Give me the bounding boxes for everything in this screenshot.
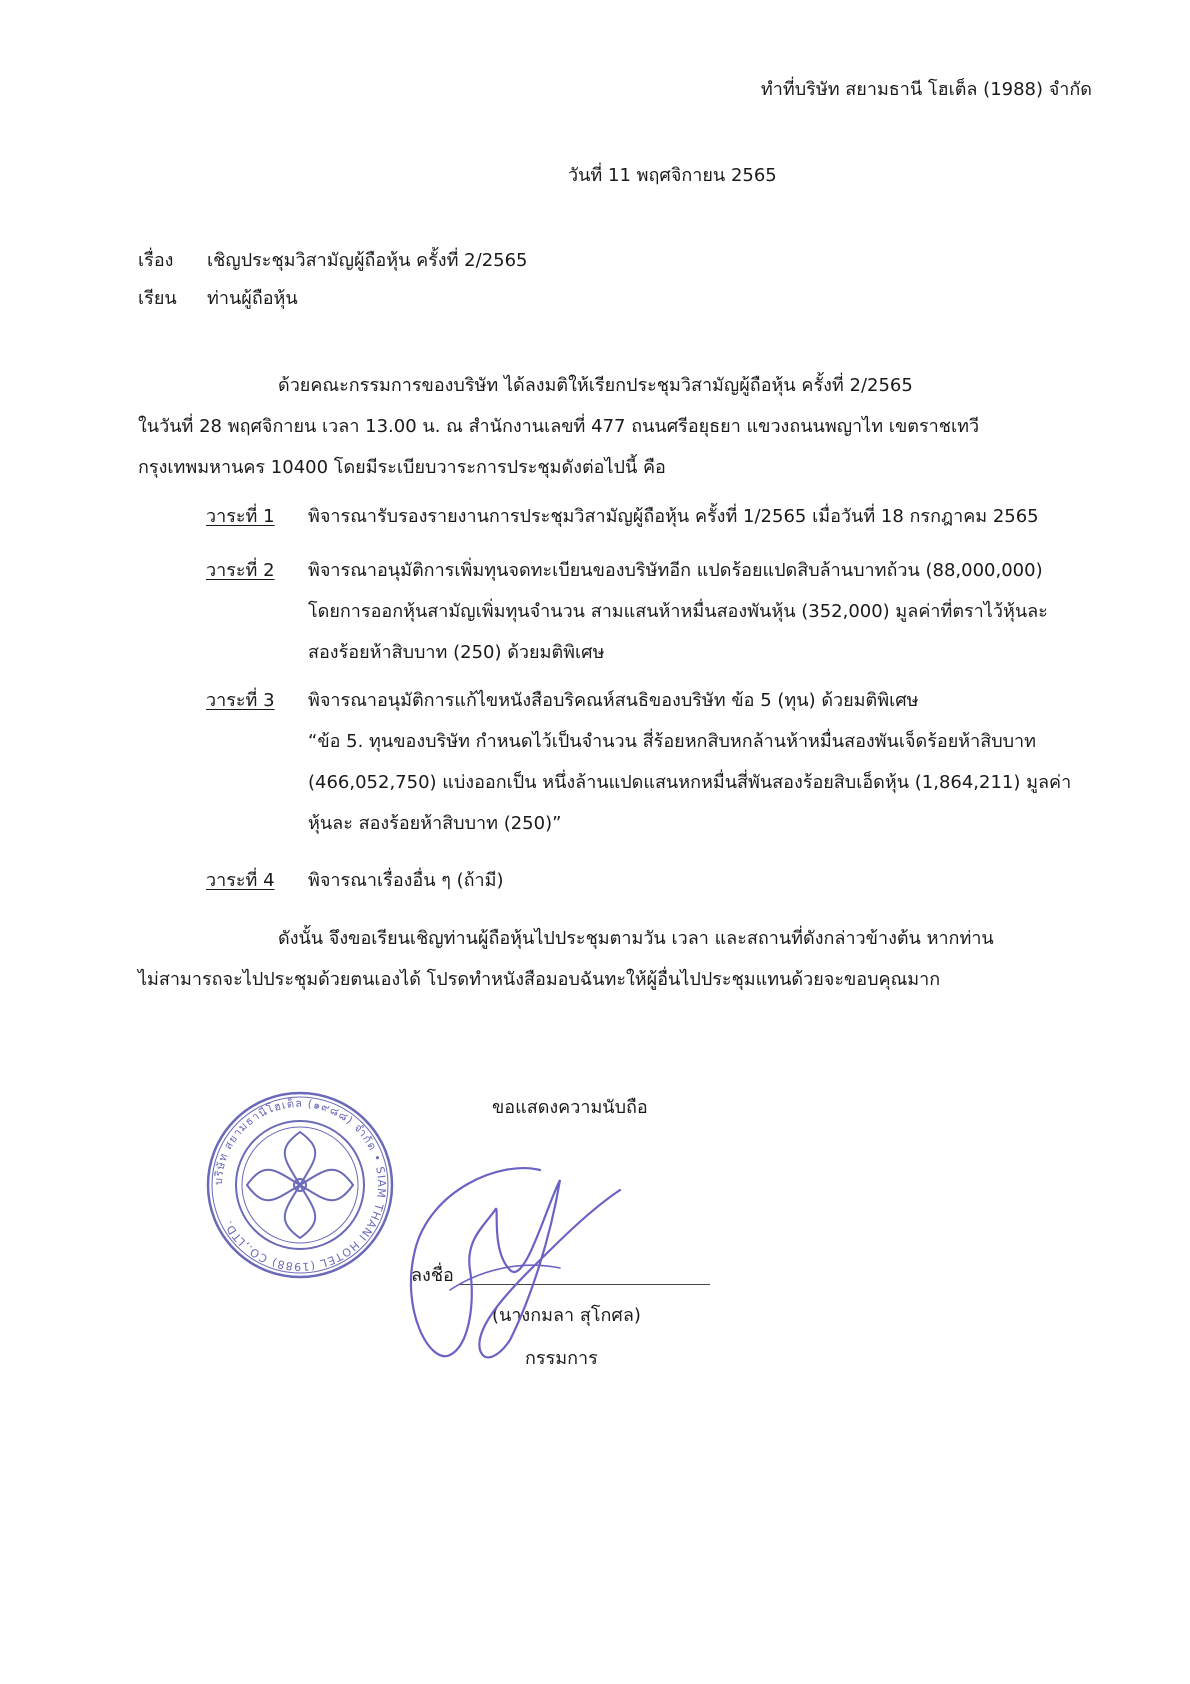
company-seal-icon bbox=[205, 1090, 395, 1280]
signer-position: กรรมการ bbox=[525, 1348, 598, 1369]
agenda-label: วาระที่ 2 bbox=[206, 560, 275, 581]
conclusion-paragraph bbox=[138, 918, 1102, 1000]
agenda-line: “ข้อ 5. ทุนของบริษัท กำหนดไว้เป็นจำนวน สี่ร้อยหกสิบหกล้านห้าหมื่นสองพันเจ็ดร้อยห้าสิบบาท bbox=[308, 731, 1037, 752]
agenda-line: พิจารณาอนุมัติการแก้ไขหนังสือบริคณห์สนธิของบริษัท ข้อ 5 (ทุน) ด้วยมติพิเศษ bbox=[308, 690, 919, 711]
subject-text: เชิญประชุมวิสามัญผู้ถือหุ้น ครั้งที่ 2/2565 bbox=[207, 250, 528, 271]
intro-line: ในวันที่ 28 พฤศจิกายน เวลา 13.00 น. ณ สำนักงานเลขที่ 477 ถนนศรีอยุธยา แขวงถนนพญาไท เขตราชเทวี bbox=[138, 416, 980, 437]
agenda-line: พิจารณารับรองรายงานการประชุมวิสามัญผู้ถือหุ้น ครั้งที่ 1/2565 เมื่อวันที่ 18 กรกฎาคม 2565 bbox=[308, 506, 1039, 527]
seal-text: บริษัท สยามธานีโฮเต็ล (๑๙๘๘) จำกัด • SIAM THANI HOTEL (1988) CO.,LTD. bbox=[211, 1096, 389, 1274]
signer-name: (นางกมลา สุโกศล) bbox=[492, 1305, 641, 1326]
agenda-line: พิจารณาอนุมัติการเพิ่มทุนจดทะเบียนของบริษัทอีก แปดร้อยแปดสิบล้านบาทถ้วน (88,000,000) bbox=[308, 560, 1043, 581]
closing-text: ขอแสดงความนับถือ bbox=[492, 1097, 648, 1118]
recipient-text: ท่านผู้ถือหุ้น bbox=[207, 288, 298, 309]
handwritten-signature-icon bbox=[390, 1150, 650, 1380]
conclusion-line: ดังนั้น จึงขอเรียนเชิญท่านผู้ถือหุ้นไปประชุมตามวัน เวลา และสถานที่ดังกล่าวข้างต้น หากท่าน bbox=[278, 928, 994, 949]
recipient-label: เรียน bbox=[138, 288, 177, 309]
agenda-label: วาระที่ 3 bbox=[206, 690, 275, 711]
agenda-line: โดยการออกหุ้นสามัญเพิ่มทุนจำนวน สามแสนห้าหมื่นสองพันหุ้น (352,000) มูลค่าที่ตราไว้หุ้นละ bbox=[308, 601, 1048, 622]
agenda-label: วาระที่ 4 bbox=[206, 870, 275, 891]
company-address: ทำที่บริษัท สยามธานี โฮเต็ล (1988) จำกัด bbox=[760, 79, 1092, 100]
signature-label: ลงชื่อ bbox=[411, 1265, 454, 1286]
letter-date: วันที่ 11 พฤศจิกายน 2565 bbox=[568, 165, 777, 186]
agenda-line: สองร้อยห้าสิบบาท (250) ด้วยมติพิเศษ bbox=[308, 642, 605, 663]
intro-line: ด้วยคณะกรรมการของบริษัท ได้ลงมติให้เรียกประชุมวิสามัญผู้ถือหุ้น ครั้งที่ 2/2565 bbox=[278, 375, 913, 396]
agenda-label: วาระที่ 1 bbox=[206, 506, 275, 527]
subject-label: เรื่อง bbox=[138, 250, 174, 271]
agenda-line: (466,052,750) แบ่งออกเป็น หนึ่งล้านแปดแสนหกหมื่นสี่พันสองร้อยสิบเอ็ดหุ้น (1,864,211) มูลค่า bbox=[308, 772, 1072, 793]
agenda-line: พิจารณาเรื่องอื่น ๆ (ถ้ามี) bbox=[308, 870, 504, 891]
intro-line: กรุงเทพมหานคร 10400 โดยมีระเบียบวาระการประชุมดังต่อไปนี้ คือ bbox=[138, 457, 666, 478]
intro-paragraph bbox=[138, 365, 1102, 488]
agenda-line: หุ้นละ สองร้อยห้าสิบบาท (250)” bbox=[308, 813, 562, 834]
conclusion-line: ไม่สามารถจะไปประชุมด้วยตนเองได้ โปรดทำหนังสือมอบฉันทะให้ผู้อื่นไปประชุมแทนด้วยจะขอบคุณมาก bbox=[138, 969, 941, 990]
